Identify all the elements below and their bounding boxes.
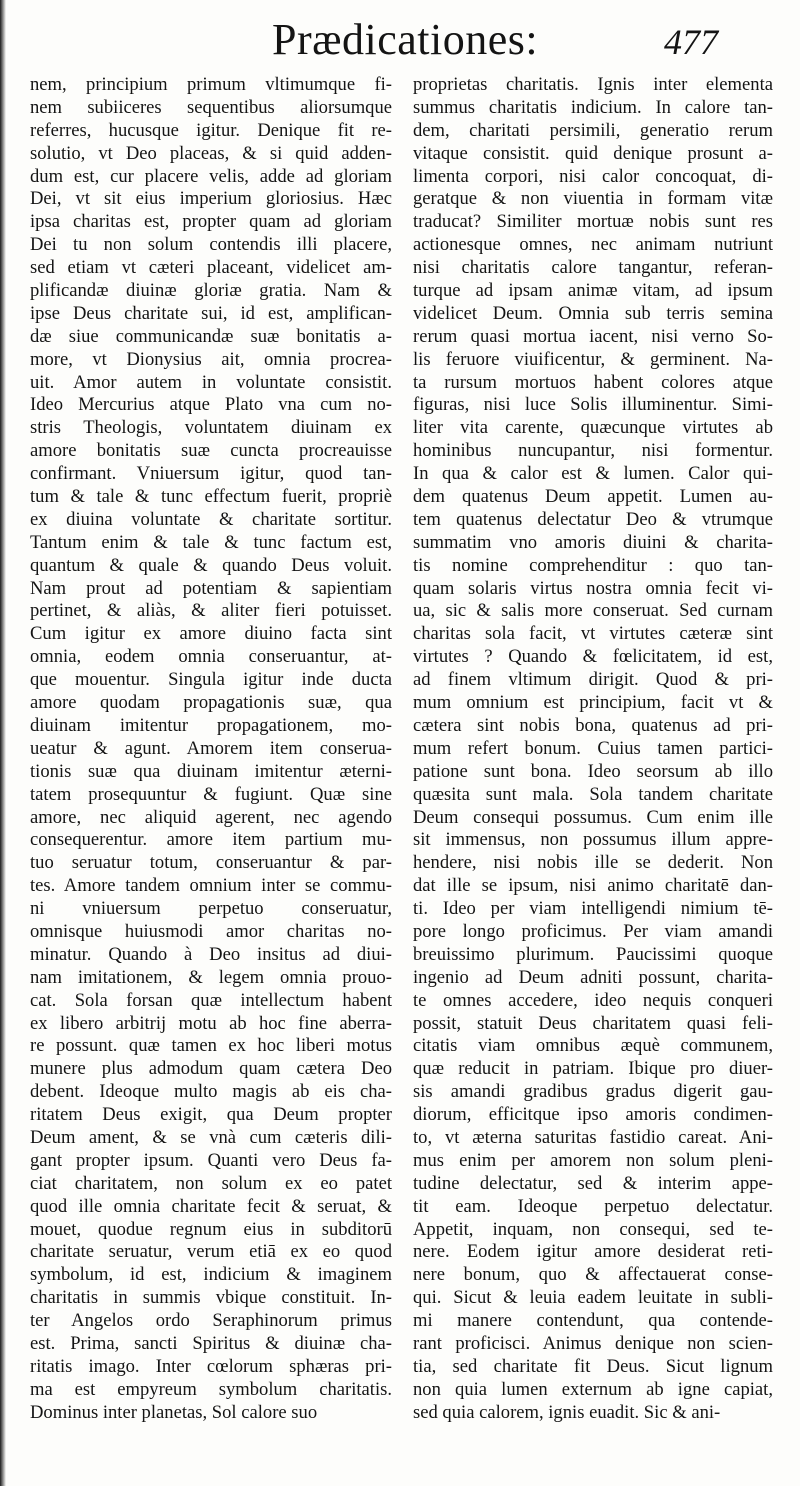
text-line: mouet, quodue regnum eius in subditorū <box>30 1218 392 1240</box>
page-gutter-shadow <box>0 0 6 1486</box>
text-line: te omnes accedere, ideo nequis conqueri <box>413 989 773 1011</box>
text-line: quod ille omnia charitate fecit & seruat, & <box>30 1195 392 1217</box>
text-line: tes. Amore tandem omnium inter se commu- <box>30 875 392 897</box>
text-line: Ideo Mercurius atque Plato vna cum no- <box>30 394 392 416</box>
text-line: qui. Sicut & leuia eadem leuitate in subli- <box>413 1287 773 1309</box>
text-line: Nam prout ad potentiam & sapientiam <box>30 577 392 599</box>
text-line: ex libero arbitrij motu ab hoc fine aberra- <box>30 1012 392 1034</box>
text-line: diorum, efficitque ipso amoris condimen- <box>413 1104 773 1126</box>
text-line: plificandæ diuinæ gloriæ gratia. Nam & <box>30 280 392 302</box>
text-line: ingenio ad Deum adniti possunt, charita- <box>413 966 773 988</box>
text-line: lis feruore viuificentur, & germinent. Na- <box>413 348 773 370</box>
text-line: nere. Eodem igitur amore desiderat reti- <box>413 1241 773 1263</box>
text-line: tit eam. Ideoque perpetuo delectatur. <box>413 1195 773 1217</box>
text-line: amore quodam propagationis suæ, qua <box>30 692 392 714</box>
text-line: tem quatenus delectatur Deo & vtrumque <box>413 508 773 530</box>
left-text-column <box>30 74 392 1425</box>
text-line: ti. Ideo per viam intelligendi nimium tē- <box>413 898 773 920</box>
text-line: solutio, vt Deo placeas, & si quid adden- <box>30 142 392 164</box>
text-line: more, vt Dionysius ait, omnia procrea- <box>30 348 392 370</box>
text-line: videlicet Deum. Omnia sub terris semina <box>413 302 773 324</box>
text-line: summus charitatis indicium. In calore tan- <box>413 96 773 118</box>
text-line: ciat charitatem, non solum ex eo patet <box>30 1172 392 1194</box>
text-line: amore, nec aliquid agerent, nec agendo <box>30 806 392 828</box>
text-line: ipsa charitas est, propter quam ad gloriam <box>30 211 392 233</box>
text-line: to, vt æterna saturitas fastidio careat. Ani- <box>413 1126 773 1148</box>
text-line: rant proficisci. Animus denique non scien- <box>413 1332 773 1354</box>
text-line: diuinam imitentur propagationem, mo- <box>30 714 392 736</box>
text-line: est. Prima, sancti Spiritus & diuinæ cha- <box>30 1332 392 1354</box>
text-line: actionesque omnes, nec animam nutriunt <box>413 234 773 256</box>
text-line: confirmant. Vniuersum igitur, quod tan- <box>30 463 392 485</box>
text-line: pertinet, & aliàs, & aliter fieri potuisset. <box>30 600 392 622</box>
text-line: In qua & calor est & lumen. Calor qui- <box>413 463 773 485</box>
text-line: mum omnium est principium, facit vt & <box>413 692 773 714</box>
text-line: nisi charitatis calore tangantur, referan- <box>413 257 773 279</box>
text-line: cætera sint nobis bona, quatenus ad pri- <box>413 714 773 736</box>
text-line: sis amandi gradibus gradus digerit gau- <box>413 1081 773 1103</box>
text-line: que mouentur. Singula igitur inde ducta <box>30 669 392 691</box>
text-line: limenta corpori, nisi calor concoquat, di- <box>413 165 773 187</box>
text-line: nere bonum, quo & affectauerat conse- <box>413 1264 773 1286</box>
text-line: mum refert bonum. Cuius tamen partici- <box>413 737 773 759</box>
text-line: figuras, nisi luce Solis illuminentur. Simi- <box>413 394 773 416</box>
text-line: ua, sic & salis more conseruat. Sed curnam <box>413 600 773 622</box>
text-line: citatis viam omnibus æquè communem, <box>413 1035 773 1057</box>
text-line: charitatis in summis vbique constituit. In- <box>30 1287 392 1309</box>
text-line: tis nomine comprehenditur : quo tan- <box>413 554 773 576</box>
text-line: quæ reducit in patriam. Ibique pro diuer- <box>413 1058 773 1080</box>
text-line: debent. Ideoque multo magis ab eis cha- <box>30 1081 392 1103</box>
text-line: ma est empyreum symbolum charitatis. <box>30 1378 392 1400</box>
text-line: omnia, eodem omnia conseruantur, at- <box>30 646 392 668</box>
text-line: liter vita carente, quæcunque virtutes ab <box>413 417 773 439</box>
text-line: ta rursum mortuos habent colores atque <box>413 371 773 393</box>
text-line: ex diuina voluntate & charitate sortitur. <box>30 508 392 530</box>
text-line: dæ siue communicandæ suæ bonitatis a- <box>30 325 392 347</box>
text-line: Deum ament, & se vnà cum cæteris dili- <box>30 1126 392 1148</box>
text-line: stris Theologis, voluntatem diuinam ex <box>30 417 392 439</box>
text-line: quæsita sunt mala. Sola tandem charitate <box>413 783 773 805</box>
text-line: Dei tu non solum contendis illi placere, <box>30 234 392 256</box>
text-line: minatur. Quando à Deo insitus ad diui- <box>30 943 392 965</box>
text-line: sit immensus, non possumus illum appre- <box>413 829 773 851</box>
text-line: Appetit, inquam, non consequi, sed te- <box>413 1218 773 1240</box>
page-header <box>0 14 800 74</box>
text-line: re possunt. quæ tamen ex hoc liberi motus <box>30 1035 392 1057</box>
text-line: nem, principium primum vltimumque fi- <box>30 74 392 95</box>
text-line: Dominus inter planetas, Sol calore suo <box>30 1401 318 1423</box>
text-line: tudine delectatur, sed & interim appe- <box>413 1172 773 1194</box>
text-line: referres, hucusque igitur. Denique fit re- <box>30 119 392 141</box>
text-line: possit, statuit Deus charitatem quasi feli- <box>413 1012 773 1034</box>
text-line: amore bonitatis suæ cuncta procreauisse <box>30 440 392 462</box>
text-line: mus enim per amorem non solum pleni- <box>413 1149 773 1171</box>
page-number: 477 <box>664 22 718 62</box>
text-line: ad finem vltimum dirigit. Quod & pri- <box>413 669 773 691</box>
text-line: mi manere contendunt, qua contende- <box>413 1310 773 1332</box>
text-line: cat. Sola forsan quæ intellectum habent <box>30 989 392 1011</box>
text-line: symbolum, id est, indicium & imaginem <box>30 1264 392 1286</box>
text-line: nem subiiceres sequentibus aliorsumque <box>30 96 392 118</box>
text-line: omnisque huiusmodi amor charitas no- <box>30 920 392 942</box>
text-line: sed quia calorem, ignis euadit. Sic & ani- <box>413 1401 721 1423</box>
text-line: ni vniuersum perpetuo conseruatur, <box>30 898 392 920</box>
text-line: sed etiam vt cæteri placeant, videlicet am- <box>30 257 392 279</box>
text-line: consequerentur. amore item partium mu- <box>30 829 392 851</box>
text-line: ter Angelos ordo Seraphinorum primus <box>30 1310 392 1332</box>
text-line: tionis suæ qua diuinam imitentur æterni- <box>30 760 392 782</box>
text-line: traducat? Similiter mortuæ nobis sunt res <box>413 211 773 233</box>
text-line: dem, charitati persimili, generatio rerum <box>413 119 773 141</box>
text-line: turque ad ipsam animæ vitam, ad ipsum <box>413 280 773 302</box>
text-line: charitate seruatur, verum etiā ex eo quod <box>30 1241 392 1263</box>
text-line: ipse Deus charitate sui, id est, amplifican- <box>30 302 392 324</box>
text-line: Deum consequi possumus. Cum enim ille <box>413 806 773 828</box>
text-line: quantum & quale & quando Deus voluit. <box>30 554 392 576</box>
text-line: geratque & non viuentia in formam vitæ <box>413 188 773 210</box>
text-line: gant propter ipsum. Quanti vero Deus fa- <box>30 1149 392 1171</box>
text-line: pore longo proficimus. Per viam amandi <box>413 920 773 942</box>
text-line: charitas sola facit, vt virtutes cæteræ sint <box>413 623 773 645</box>
text-line: ritatem Deus exigit, qua Deum propter <box>30 1104 392 1126</box>
text-line: rerum quasi mortua iacent, nisi verno So- <box>413 325 773 347</box>
text-line: Cum igitur ex amore diuino facta sint <box>30 623 392 645</box>
text-line: summatim vno amoris diuini & charita- <box>413 531 773 553</box>
text-line: breuissimo plurimum. Paucissimi quoque <box>413 943 773 965</box>
text-line: tia, sed charitate fit Deus. Sicut lignum <box>413 1355 773 1377</box>
text-line: proprietas charitatis. Ignis inter elementa <box>413 74 773 95</box>
text-line: tum & tale & tunc effectum fuerit, propriè <box>30 486 392 508</box>
text-line: Tantum enim & tale & tunc factum est, <box>30 531 392 553</box>
text-line: hominibus nuncupantur, nisi formentur. <box>413 440 773 462</box>
text-line: tatem prosequuntur & fugiunt. Quæ sine <box>30 783 392 805</box>
text-line: tuo seruatur totum, conseruantur & par- <box>30 852 392 874</box>
text-line: patione sunt bona. Ideo seorsum ab illo <box>413 760 773 782</box>
text-line: dum est, cur placere velis, adde ad gloriam <box>30 165 392 187</box>
text-line: dem quatenus Deum appetit. Lumen au- <box>413 486 773 508</box>
running-title: Prædicationes: <box>272 15 539 64</box>
text-line: non quia lumen externum ab igne capiat, <box>413 1378 773 1400</box>
text-line: dat ille se ipsum, nisi animo charitatē dan- <box>413 875 773 897</box>
text-line: Dei, vt sit eius imperium gloriosius. Hæc <box>30 188 392 210</box>
text-line: virtutes ? Quando & fœlicitatem, id est, <box>413 646 773 668</box>
text-line: ueatur & agunt. Amorem item conserua- <box>30 737 392 759</box>
text-line: uit. Amor autem in voluntate consistit. <box>30 371 392 393</box>
text-line: nam imitationem, & legem omnia prouo- <box>30 966 392 988</box>
right-text-column <box>413 74 773 1425</box>
text-line: quam solaris virtus nostra omnia fecit vi- <box>413 577 773 599</box>
text-line: hendere, nisi nobis ille se dederit. Non <box>413 852 773 874</box>
text-line: munere plus admodum quam cætera Deo <box>30 1058 392 1080</box>
text-line: ritatis imago. Inter cœlorum sphæras pri- <box>30 1355 392 1377</box>
text-line: vitaque consistit. quid denique prosunt a- <box>413 142 773 164</box>
